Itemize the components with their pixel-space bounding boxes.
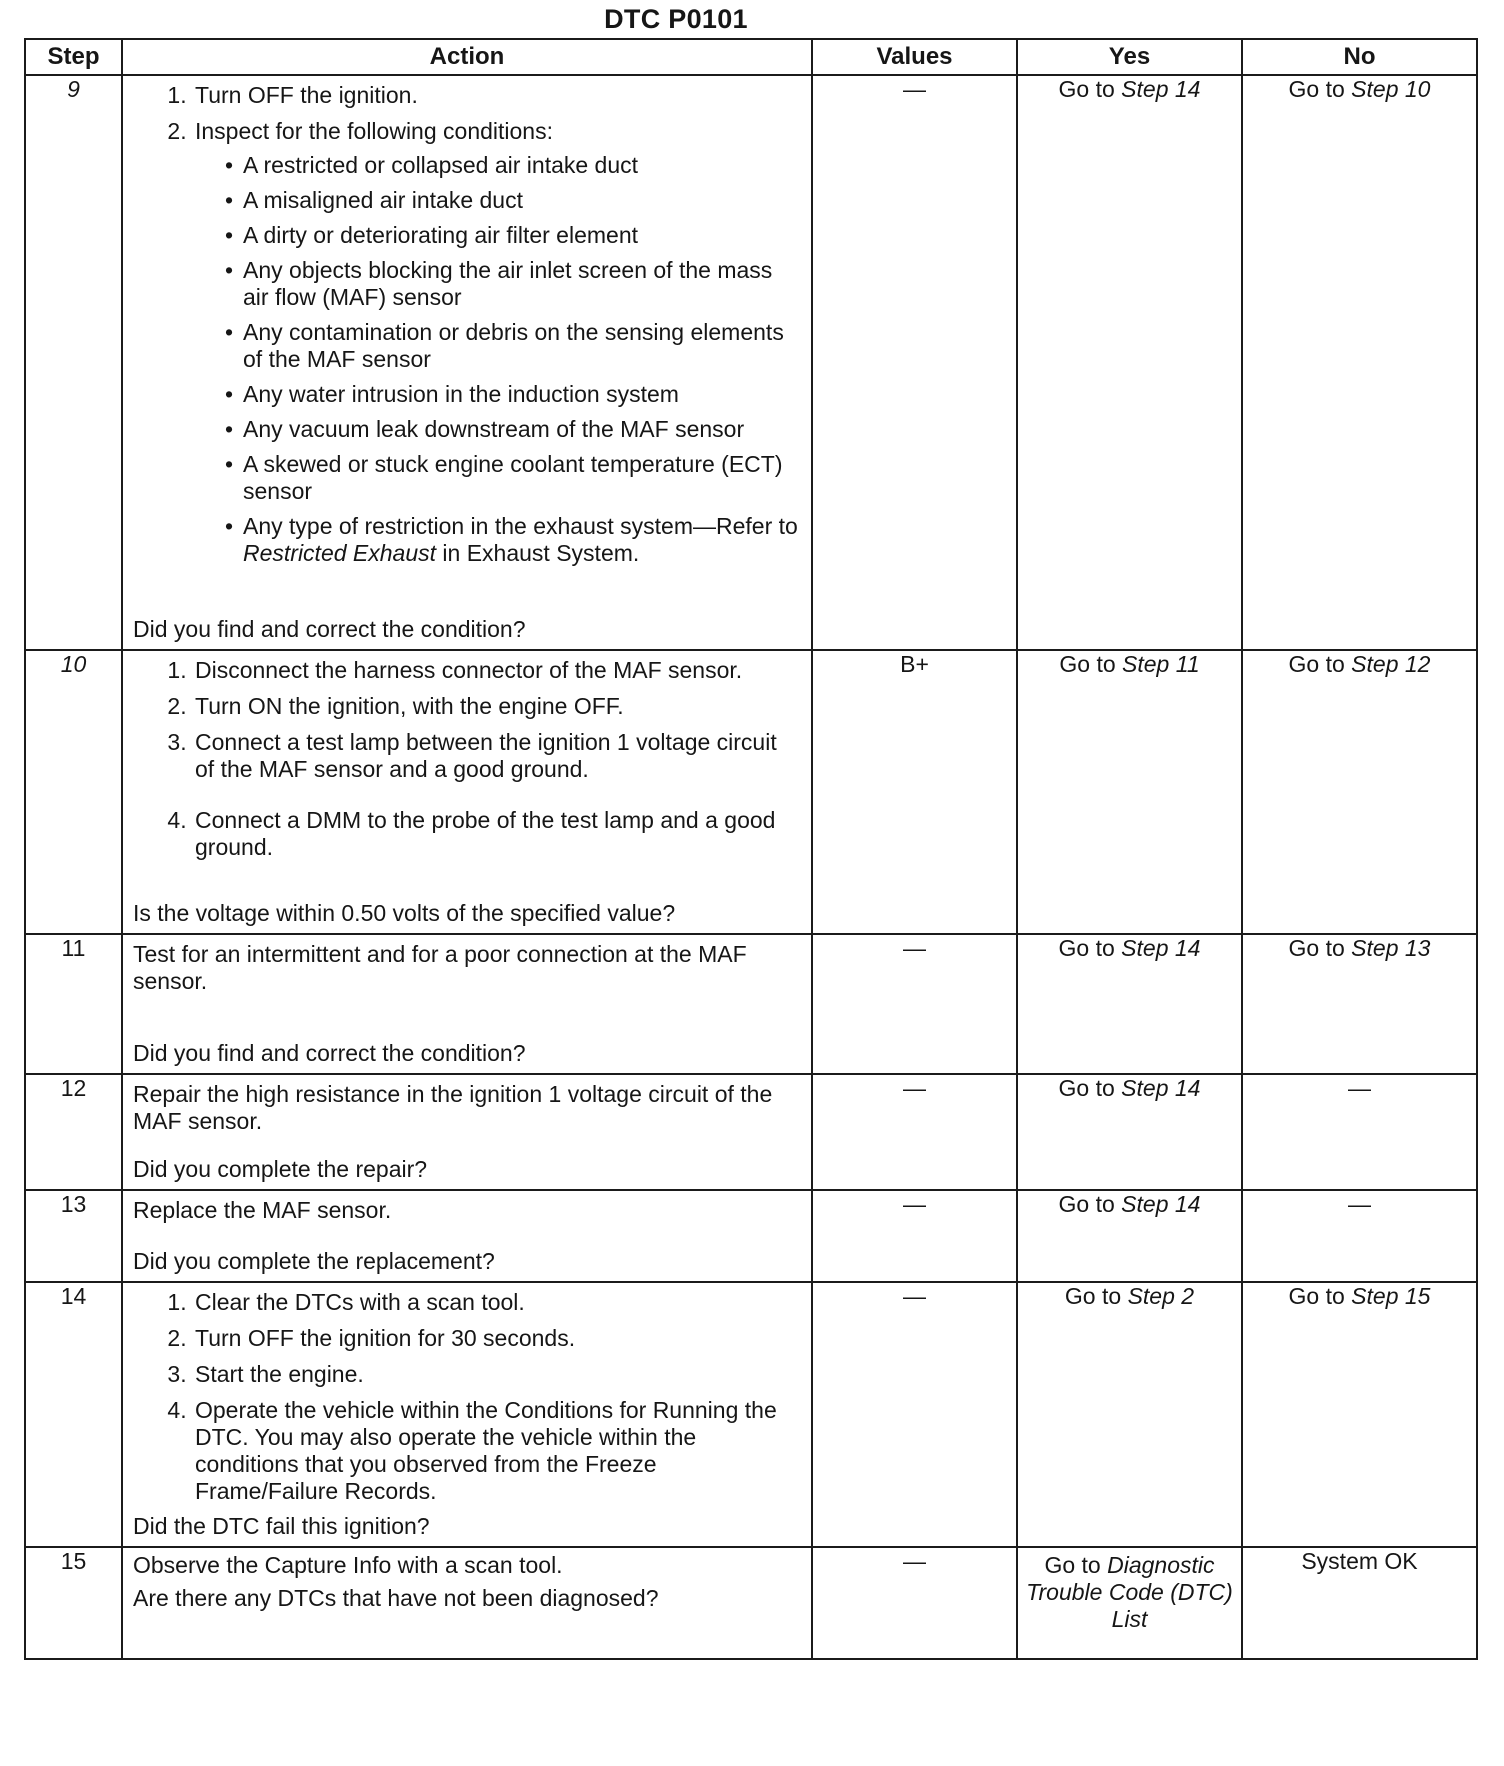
question-text: Did you complete the repair? bbox=[133, 1156, 428, 1182]
step-number: 13 bbox=[25, 1190, 122, 1282]
no-cell[interactable]: Go to Step 12 bbox=[1242, 650, 1477, 934]
action-item: 1. Clear the DTCs with a scan tool. bbox=[193, 1289, 801, 1316]
action-cell bbox=[122, 1547, 812, 1659]
table-row-step-14 bbox=[25, 1282, 1477, 1547]
no-cell: — bbox=[1242, 1190, 1477, 1282]
step-number: 11 bbox=[25, 934, 122, 1074]
value-cell: — bbox=[812, 934, 1017, 1074]
condition-item: • Any vacuum leak downstream of the MAF sensor bbox=[225, 416, 745, 442]
table-row-step-12 bbox=[25, 1074, 1477, 1190]
column-header-no: No bbox=[1242, 39, 1477, 75]
action-text: Test for an intermittent and for a poor connection at the MAF sensor. bbox=[133, 941, 747, 994]
action-list bbox=[133, 82, 801, 567]
action-item: 4. Operate the vehicle within the Conditions for Running the DTC. You may also operate the vehicle within the conditions that you observed from the Freeze Frame/Failure Records. bbox=[193, 1397, 801, 1505]
yes-cell[interactable]: Go to Step 11 bbox=[1017, 650, 1242, 934]
table-row-step-13 bbox=[25, 1190, 1477, 1282]
dtc-list-link[interactable]: Diagnostic Trouble Code (DTC) List bbox=[1026, 1552, 1233, 1632]
action-cell bbox=[122, 1074, 812, 1190]
action-text: Replace the MAF sensor. bbox=[133, 1197, 392, 1223]
step-number: 15 bbox=[25, 1547, 122, 1659]
question-text: Did you find and correct the condition? bbox=[133, 616, 526, 642]
value-cell: — bbox=[812, 1547, 1017, 1659]
action-item: 2. Turn OFF the ignition for 30 seconds. bbox=[193, 1325, 801, 1352]
no-cell[interactable]: Go to Step 10 bbox=[1242, 75, 1477, 650]
action-item: 1. Disconnect the harness connector of the MAF sensor. bbox=[193, 657, 801, 684]
action-cell bbox=[122, 1282, 812, 1547]
action-list bbox=[133, 657, 801, 861]
no-cell: — bbox=[1242, 1074, 1477, 1190]
column-header-values: Values bbox=[812, 39, 1017, 75]
table-row-step-10 bbox=[25, 650, 1477, 934]
yes-cell[interactable]: Go to Step 14 bbox=[1017, 934, 1242, 1074]
table-header-row bbox=[25, 39, 1477, 75]
yes-cell[interactable]: Go to Step 14 bbox=[1017, 1074, 1242, 1190]
condition-list bbox=[195, 152, 801, 567]
yes-cell[interactable]: Go to Step 14 bbox=[1017, 75, 1242, 650]
condition-item: • A dirty or deteriorating air filter element bbox=[225, 222, 639, 248]
action-cell bbox=[122, 75, 812, 650]
condition-item: • Any contamination or debris on the sensing elements of the MAF sensor bbox=[225, 319, 784, 372]
step-number: 10 bbox=[25, 650, 122, 934]
yes-cell[interactable]: Go to Step 2 bbox=[1017, 1282, 1242, 1547]
action-item: 3. Start the engine. bbox=[193, 1361, 801, 1388]
yes-cell[interactable]: Go to Step 14 bbox=[1017, 1190, 1242, 1282]
column-header-yes: Yes bbox=[1017, 39, 1242, 75]
page-title: DTC P0101 bbox=[604, 4, 748, 34]
no-cell: System OK bbox=[1242, 1547, 1477, 1659]
column-header-action: Action bbox=[122, 39, 812, 75]
value-cell: — bbox=[812, 1190, 1017, 1282]
action-cell bbox=[122, 650, 812, 934]
step-number: 14 bbox=[25, 1282, 122, 1547]
condition-item: • Any objects blocking the air inlet screen of the mass air flow (MAF) sensor bbox=[225, 257, 773, 310]
condition-item: • A misaligned air intake duct bbox=[225, 187, 523, 213]
condition-item: • A restricted or collapsed air intake duct bbox=[225, 152, 639, 178]
action-cell bbox=[122, 934, 812, 1074]
action-item: 3. Connect a test lamp between the ignition 1 voltage circuit of the MAF sensor and a good ground. bbox=[193, 729, 801, 783]
action-item: 1. Turn OFF the ignition. bbox=[193, 82, 801, 109]
action-item: 2. Turn ON the ignition, with the engine OFF. bbox=[193, 693, 801, 720]
action-item: 4. Connect a DMM to the probe of the test lamp and a good ground. bbox=[193, 807, 801, 861]
condition-item: • Any water intrusion in the induction system bbox=[225, 381, 679, 407]
no-cell[interactable]: Go to Step 15 bbox=[1242, 1282, 1477, 1547]
action-cell bbox=[122, 1190, 812, 1282]
action-text: Repair the high resistance in the ignition 1 voltage circuit of the MAF sensor. bbox=[133, 1081, 773, 1134]
yes-cell[interactable]: Go to Diagnostic Trouble Code (DTC) List bbox=[1017, 1547, 1242, 1659]
step-number: 12 bbox=[25, 1074, 122, 1190]
reference-link-restricted-exhaust[interactable]: Restricted Exhaust bbox=[243, 540, 437, 566]
value-cell: — bbox=[812, 75, 1017, 650]
action-item bbox=[193, 118, 801, 567]
value-cell: — bbox=[812, 1074, 1017, 1190]
question-text: Did you complete the replacement? bbox=[133, 1248, 495, 1274]
table-row-step-9 bbox=[25, 75, 1477, 650]
condition-item: • A skewed or stuck engine coolant temperature (ECT) sensor bbox=[225, 451, 783, 504]
action-list bbox=[133, 1289, 801, 1505]
table-row-step-15 bbox=[25, 1547, 1477, 1659]
question-text: Is the voltage within 0.50 volts of the specified value? bbox=[133, 900, 676, 926]
no-cell[interactable]: Go to Step 13 bbox=[1242, 934, 1477, 1074]
question-text: Did you find and correct the condition? bbox=[133, 1040, 526, 1066]
value-cell: B+ bbox=[812, 650, 1017, 934]
step-number: 9 bbox=[25, 75, 122, 650]
diagnostic-table bbox=[24, 38, 1478, 1660]
condition-item-exhaust: • Any type of restriction in the exhaust system—Refer to Restricted Exhaust in Exhaust System. bbox=[225, 513, 798, 566]
question-text: Did the DTC fail this ignition? bbox=[133, 1513, 430, 1539]
action-text: Observe the Capture Info with a scan tool. bbox=[133, 1552, 563, 1578]
column-header-step: Step bbox=[25, 39, 122, 75]
action-item-text: Inspect for the following conditions: bbox=[195, 118, 553, 144]
question-text: Are there any DTCs that have not been diagnosed? bbox=[133, 1585, 659, 1611]
value-cell: — bbox=[812, 1282, 1017, 1547]
table-row-step-11 bbox=[25, 934, 1477, 1074]
